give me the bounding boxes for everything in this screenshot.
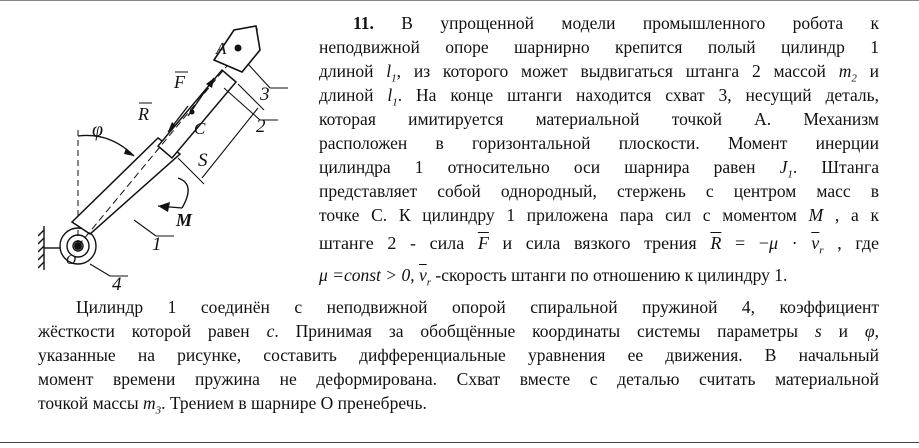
para2-line-3: указанные на рисунке, составить дифференциальные уравнения ее движения. В начальный (38, 345, 879, 365)
para2-line-2: жёсткости которой равен c. Принимая за обобщённые координаты системы параметры s и φ, (38, 321, 879, 341)
problem-line-8: представляет собой однородный, стержень с центром масс в (319, 181, 879, 201)
label-C: C (194, 119, 206, 138)
label-A: A (216, 39, 227, 58)
problem-line-4: длиной $l_1$. На конце штанги находится схват 3, несущий деталь, (319, 85, 880, 109)
problem-line-11: μ =const > 0, $\overline{v}_r$ -скорость штанги по отношению к цилиндру 1. (319, 265, 788, 289)
leader-lines (90, 64, 288, 276)
label-M: M (176, 210, 193, 230)
label-3: 3 (260, 84, 270, 105)
problem-line-7: цилиндра 1 относительно оси шарнира равен $J_1$. Штанга (319, 157, 879, 181)
rod-2 (158, 70, 236, 158)
label-1: 1 (152, 234, 162, 255)
point-A (235, 45, 242, 52)
robot-diagram (38, 8, 328, 293)
point-C (190, 110, 195, 115)
para2-line-5: точкой массы $m_3$. Трением в шарнире О пренебречь. (38, 393, 427, 417)
label-2: 2 (256, 116, 266, 137)
moment-M-arc (178, 178, 188, 208)
line-1-text: В упрощенной модели промышленного робота к (401, 13, 879, 33)
label-R: R (138, 104, 149, 124)
problem-line-6: расположен в горизонтальной плоскости. Момент инерции (319, 133, 879, 153)
top-rule (0, 0, 919, 1)
label-O: O (66, 253, 77, 268)
bottom-rule (0, 442, 919, 443)
fixed-support (38, 226, 44, 270)
problem-number: 11. (353, 13, 374, 33)
label-S: S (198, 150, 208, 171)
problem-line-1 (319, 12, 879, 34)
label-phi: φ (92, 119, 104, 141)
problem-line-5: которая имитируется материальной точкой A. Механизм (319, 109, 879, 129)
para2-line-4: момент времени пружина не деформирована. Схват вместе с деталью считать материальной (38, 369, 879, 389)
problem-line-2: неподвижной опоре шарнирно крепится полый цилиндр 1 (319, 37, 879, 57)
problem-line-3: длиной $l_1$, из которого может выдвигаться штанга 2 массой $m_2$ и (319, 61, 879, 85)
label-4: 4 (112, 274, 122, 293)
problem-line-9: точке С. К цилиндру 1 приложена пара сил с моментом M , а к (319, 205, 879, 225)
label-F: F (174, 72, 185, 92)
robot-figure (38, 8, 328, 293)
problem-line-10: штанге 2 - сила $\overline{F}$ и сила вязкого трения $\overline{R} = -\mu \cdot \overline{v}_r$ , где (319, 233, 879, 257)
para2-line-1: Цилиндр 1 соединён с неподвижной опорой спиральной пружиной 4, коэффициент (76, 297, 879, 317)
